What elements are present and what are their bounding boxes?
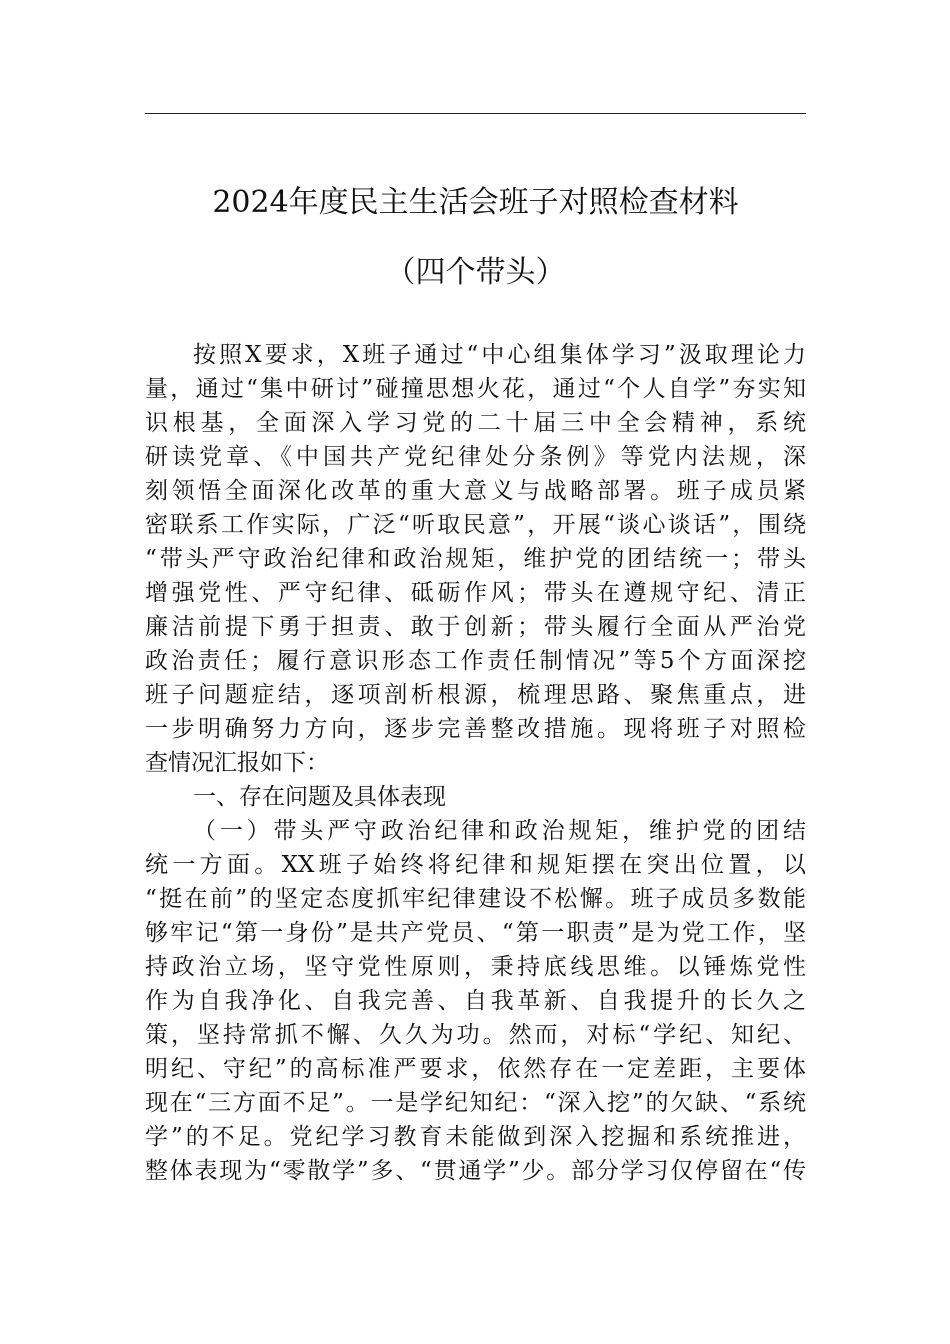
paragraph-2-line: 持政治立场，坚守党性原则，秉持底线思维。以锤炼党性	[145, 954, 806, 980]
paragraph-2-line: 现在“三方面不足”。一是学纪知纪：“深入挖”的欠缺、“系统	[145, 1090, 806, 1116]
section-heading: 一、存在问题及具体表现	[193, 784, 446, 810]
paragraph-1-line: 一步明确努力方向，逐步完善整改措施。现将班子对照检	[145, 716, 806, 742]
paragraph-1-line: 密联系工作实际，广泛“听取民意”，开展“谈心谈话”，围绕	[145, 512, 806, 538]
paragraph-2-line: 统一方面。XX班子始终将纪律和规矩摆在突出位置，以	[145, 852, 806, 878]
paragraph-2-line: （一）带头严守政治纪律和政治规矩，维护党的团结	[193, 818, 806, 844]
paragraph-1-line: 廉洁前提下勇于担责、敢于创新；带头履行全面从严治党	[145, 614, 806, 640]
document-title: 2024年度民主生活会班子对照检查材料	[212, 185, 739, 220]
paragraph-2-line: “挺在前”的坚定态度抓牢纪律建设不松懈。班子成员多数能	[145, 886, 806, 912]
document-subtitle: （四个带头）	[385, 255, 566, 290]
paragraph-1-line: 查情况汇报如下：	[145, 750, 329, 776]
paragraph-2-line: 整体表现为“零散学”多、“贯通学”少。部分学习仅停留在“传	[145, 1158, 806, 1184]
document-body	[145, 338, 806, 1188]
paragraph-1-line: “带头严守政治纪律和政治规矩，维护党的团结统一；带头	[145, 546, 806, 572]
paragraph-2-line: 明纪、守纪”的高标准严要求，依然存在一定差距，主要体	[145, 1056, 806, 1082]
paragraph-2-line: 作为自我净化、自我完善、自我革新、自我提升的长久之	[145, 988, 806, 1014]
header-rule	[145, 113, 806, 114]
paragraph-1-line: 量，通过“集中研讨”碰撞思想火花，通过“个人自学”夯实知	[145, 376, 806, 402]
paragraph-1-line: 政治责任；履行意识形态工作责任制情况”等5个方面深挖	[145, 648, 806, 674]
paragraph-2-line: 策，坚持常抓不懈、久久为功。然而，对标“学纪、知纪、	[145, 1022, 806, 1048]
paragraph-2-line: 够牢记“第一身份”是共产党员、“第一职责”是为党工作，坚	[145, 920, 806, 946]
paragraph-1-line: 识根基，全面深入学习党的二十届三中全会精神，系统	[145, 410, 806, 436]
paragraph-2-line: 学”的不足。党纪学习教育未能做到深入挖掘和系统推进，	[145, 1124, 806, 1150]
paragraph-1-line: 按照X要求，X班子通过“中心组集体学习”汲取理论力	[193, 342, 806, 368]
paragraph-1-line: 增强党性、严守纪律、砥砺作风；带头在遵规守纪、清正	[145, 580, 806, 606]
paragraph-1-line: 班子问题症结，逐项剖析根源，梳理思路、聚焦重点，进	[145, 682, 806, 708]
paragraph-1-line: 研读党章、《中国共产党纪律处分条例》等党内法规，深	[145, 444, 806, 470]
paragraph-1-line: 刻领悟全面深化改革的重大意义与战略部署。班子成员紧	[145, 478, 806, 504]
